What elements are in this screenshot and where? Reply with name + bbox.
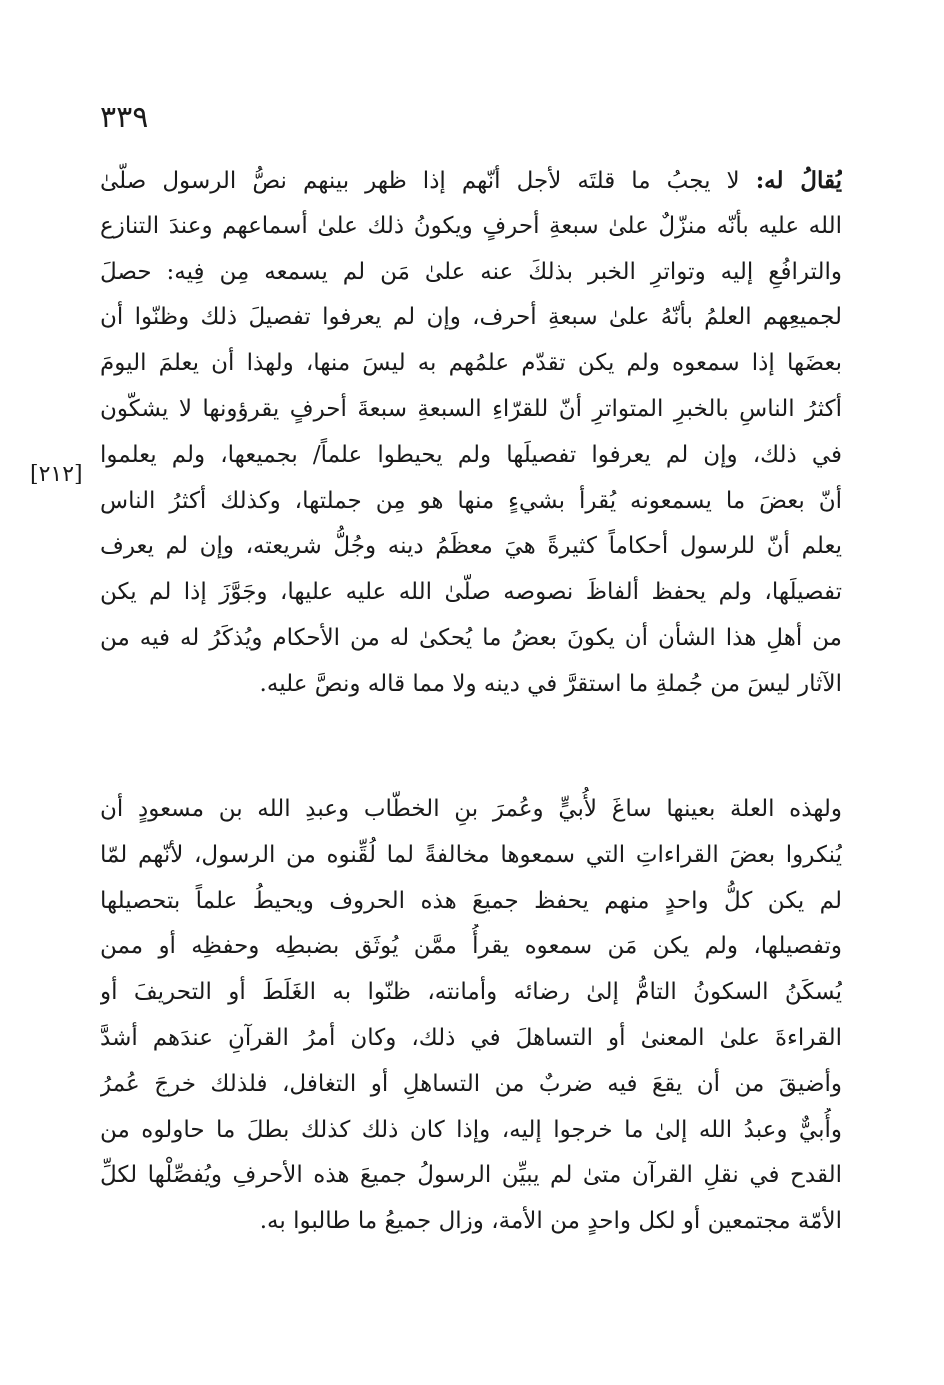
text-line: لم يكن كلُّ واحدٍ منهم يحفظ جميعَ هذه الحروف ويحيطُ علماً بتحصيلها (100, 887, 842, 914)
page-number: ٣٣٩ (100, 100, 149, 135)
text-line: الله عليه بأنّه منزّلٌ علىٰ سبعةِ أحرفٍ ويكونُ ذلك علىٰ أسماعهم وعندَ التنازع (100, 212, 842, 239)
text-line: القراءةَ علىٰ المعنىٰ أو التساهلَ في ذلك، وكان أمرُ القرآنِ عندَهم أشدَّ (100, 1024, 842, 1051)
text-line: من أهلِ هذا الشأن أن يكونَ بعضُ ما يُحكىٰ له من الأحكام ويُذكَرُ له فيه من (100, 624, 842, 651)
text-line: وأُبيٌّ وعبدُ الله إلىٰ ما خرجوا إليه، وإذا كان ذلك كذلك بطلَ ما حاولوه من (100, 1116, 842, 1143)
text-line: أنّ بعضَ ما يسمعونه يُقرأ بشيءٍ منها هو مِن جملتها، وكذلك أكثرُ الناس (100, 487, 842, 514)
text-line: يعلم أنّ للرسول أحكاماً كثيرةً هيَ معظَمُ دينه وجُلُّ شريعته، وإن لم يعرف (100, 533, 842, 560)
text-line: تفصيلَها، ولم يحفظ ألفاظَ نصوصه صلّىٰ الله عليه عليها، وجَوَّزَ إذا لم يكن (100, 579, 842, 606)
lead-phrase: يُقالُ له: (755, 167, 842, 194)
text-line: أكثرُ الناسِ بالخبرِ المتواترِ أنّ للقرّاءِ السبعةِ سبعةَ أحرفٍ يقرؤونها لا يشكّون (100, 395, 842, 422)
text-line: يُنكروا بعضَ القراءاتِ التي سمعوها مخالفةً لما لُقِّنوه من الرسول، لأنّهم لمّا (100, 841, 842, 868)
text-line: يُقالُ له: لا يجبُ ما قلتَه لأجل أنّهم إذا ظهر بينهم نصُّ الرسول صلّىٰ (100, 167, 842, 194)
margin-reference: [٢١٢] (30, 462, 83, 487)
text-line: ولهذه العلة بعينها ساغَ لأُبيٍّ وعُمرَ بنِ الخطّاب وعبدِ الله بن مسعودٍ أن (100, 796, 842, 822)
text-line: بعضَها إذا سمعوه ولم يكن تقدّم علمُهم به ليسَ منها، ولهذا أن يعلمَ اليومَ (100, 350, 842, 377)
text-line: في ذلك، وإن لم يعرفوا تفصيلَها ولم يحيطوا علماً/ بجميعها، ولم يعلموا (100, 441, 842, 468)
text-line: وأضيقَ من أن يقعَ فيه ضربٌ من التساهلِ أو التغافل، فلذلك خرجَ عُمرُ (100, 1070, 842, 1097)
text-line: الأمّة مجتمعين أو لكل واحدٍ من الأمة، وزال جميعُ ما طالبوا به. (259, 1208, 842, 1235)
text-line: والترافُعِ إليه وتواترِ الخبر بذلكَ عنه علىٰ مَن لم يسمعه مِن فِيه: حصلَ (100, 258, 842, 285)
text-line: القدح في نقلِ القرآن متىٰ لم يبيِّن الرسولُ جميعَ هذه الأحرفِ ويُفصِّلْها لكلِّ (100, 1162, 842, 1189)
text-line: يُسكَنُ السكونُ التامُّ إلىٰ رضائه وأمانته، ظنّوا به الغَلَطَ أو التحريفَ أو (100, 979, 842, 1006)
text-line: وتفصيلها، ولم يكن مَن سمعوه يقرأُ ممَّن يُوثَق بضبطِه وحفظِه أو ممن (100, 933, 842, 960)
paragraph-1 (100, 158, 842, 708)
paragraph-2 (100, 787, 842, 1245)
text-line: الآثار ليسَ من جُملةِ ما استقرَّ في دينه ولا مما قاله ونصَّ عليه. (259, 670, 842, 697)
text-line: لجميعِهم العلمُ بأنّهُ علىٰ سبعةِ أحرف، وإن لم يعرفوا تفصيلَ ذلك وظنّوا أن (100, 304, 842, 331)
